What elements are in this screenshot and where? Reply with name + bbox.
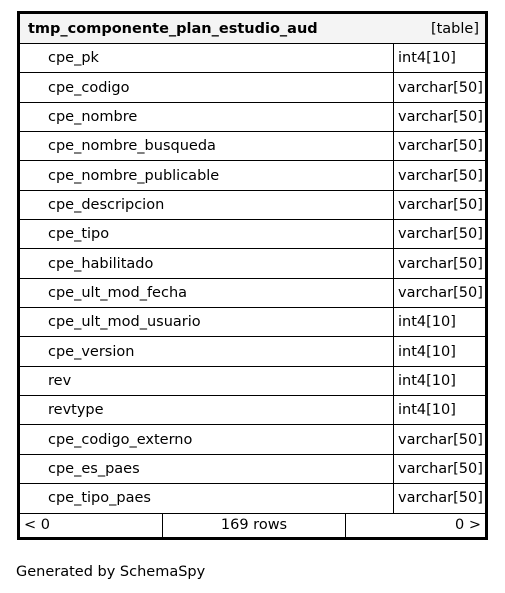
column-row[interactable] — [20, 73, 485, 102]
column-type: varchar[50] — [398, 490, 483, 507]
generated-by-label: Generated by SchemaSpy — [16, 564, 206, 580]
column-type: varchar[50] — [398, 108, 483, 125]
column-row[interactable] — [20, 425, 485, 454]
column-row[interactable] — [20, 44, 485, 73]
column-name: cpe_descripcion — [20, 191, 394, 219]
column-name: cpe_nombre — [20, 103, 394, 131]
table-footer — [20, 514, 485, 537]
column-type: varchar[50] — [398, 460, 483, 477]
column-row[interactable] — [20, 337, 485, 366]
column-name: cpe_nombre_busqueda — [20, 132, 394, 160]
column-type: int4[10] — [398, 402, 456, 419]
column-name: cpe_habilitado — [20, 249, 394, 277]
table-type-label: [table] — [430, 20, 479, 37]
column-name: cpe_version — [20, 337, 394, 365]
column-type: varchar[50] — [398, 431, 483, 448]
parents-count[interactable]: < 0 — [20, 514, 163, 537]
column-row[interactable] — [20, 308, 485, 337]
column-type: varchar[50] — [398, 226, 483, 243]
column-name: cpe_codigo — [20, 73, 394, 101]
column-row[interactable] — [20, 484, 485, 513]
column-row[interactable] — [20, 455, 485, 484]
column-list — [20, 44, 485, 514]
column-row[interactable] — [20, 220, 485, 249]
column-type: int4[10] — [398, 50, 456, 67]
column-row[interactable] — [20, 132, 485, 161]
table-node[interactable] — [17, 11, 488, 540]
table-name[interactable]: tmp_componente_plan_estudio_aud — [28, 20, 318, 37]
column-name: cpe_pk — [20, 44, 394, 72]
children-count[interactable]: 0 > — [455, 517, 481, 533]
column-type: varchar[50] — [398, 196, 483, 213]
column-row[interactable] — [20, 279, 485, 308]
column-name: cpe_tipo — [20, 220, 394, 248]
column-type: varchar[50] — [398, 167, 483, 184]
column-row[interactable] — [20, 249, 485, 278]
column-name: cpe_tipo_paes — [20, 484, 394, 512]
column-row[interactable] — [20, 161, 485, 190]
table-header — [20, 14, 485, 44]
column-row[interactable] — [20, 103, 485, 132]
column-name: cpe_codigo_externo — [20, 425, 394, 453]
column-type: int4[10] — [398, 343, 456, 360]
column-type: varchar[50] — [398, 255, 483, 272]
column-row[interactable] — [20, 367, 485, 396]
column-name: revtype — [20, 396, 394, 424]
column-type: varchar[50] — [398, 79, 483, 96]
column-row[interactable] — [20, 396, 485, 425]
column-name: cpe_nombre_publicable — [20, 161, 394, 189]
column-type: int4[10] — [398, 314, 456, 331]
row-count: 169 rows — [163, 514, 346, 537]
column-type: int4[10] — [398, 372, 456, 389]
column-name: cpe_es_paes — [20, 455, 394, 483]
column-name: cpe_ult_mod_usuario — [20, 308, 394, 336]
column-name: rev — [20, 367, 394, 395]
column-type: varchar[50] — [398, 284, 483, 301]
column-row[interactable] — [20, 191, 485, 220]
column-name: cpe_ult_mod_fecha — [20, 279, 394, 307]
column-type: varchar[50] — [398, 138, 483, 155]
